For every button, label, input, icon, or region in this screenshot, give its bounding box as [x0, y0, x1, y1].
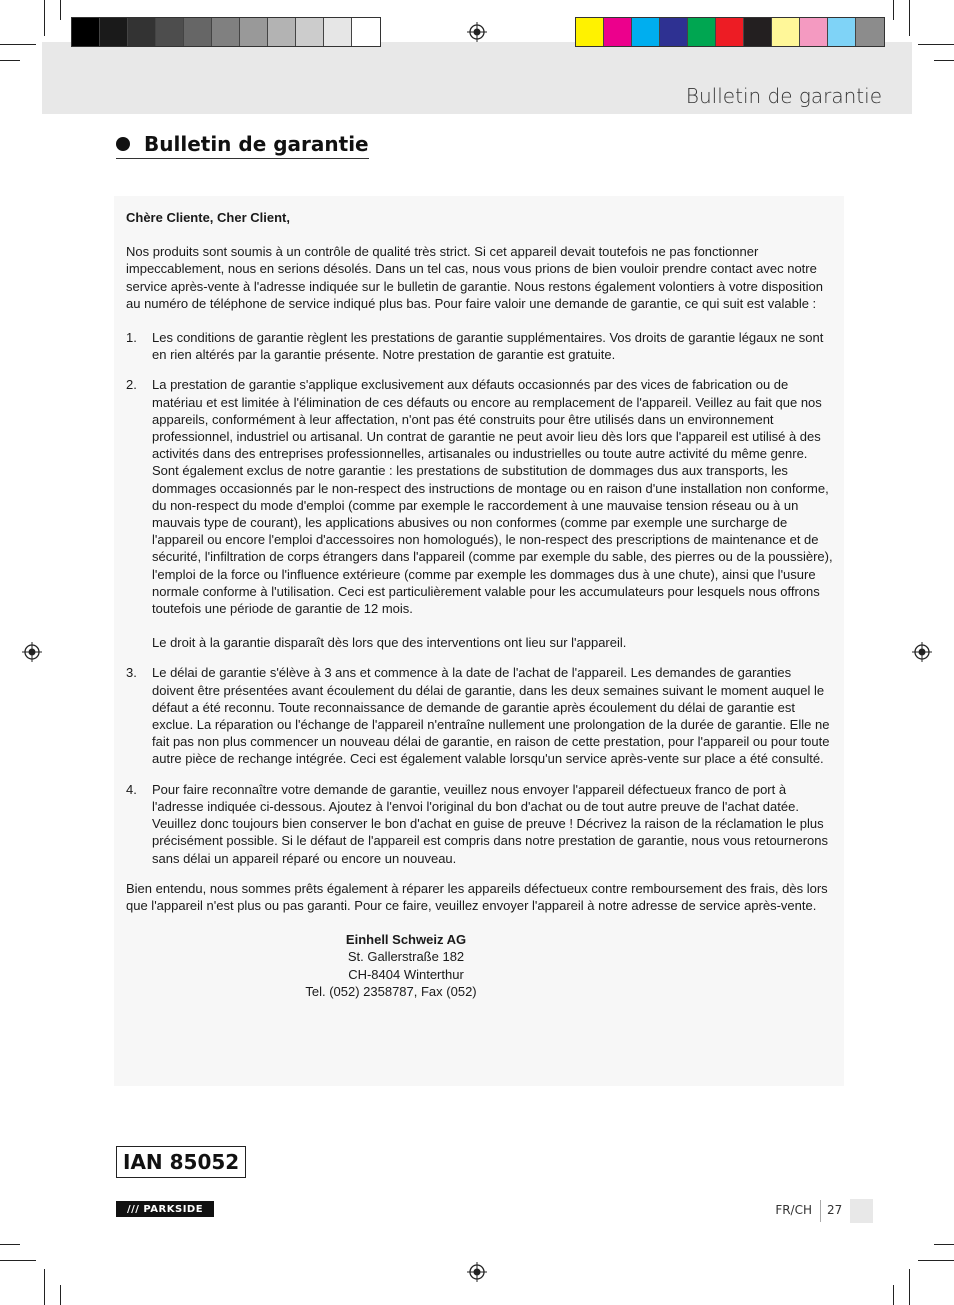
bullet-icon: [116, 137, 130, 151]
color-swatch: [660, 18, 688, 46]
language-code: FR/CH: [775, 1203, 812, 1217]
letter-body: [126, 209, 836, 1000]
registration-mark-icon: [912, 642, 932, 662]
ian-number-box: IAN 85052: [116, 1146, 246, 1178]
footer-divider: [820, 1200, 821, 1222]
crop-mark: [918, 44, 954, 45]
crop-mark: [934, 1244, 954, 1245]
crop-mark: [60, 1285, 61, 1305]
address-phone: Tel. (052) 2358787, Fax (052): [305, 983, 477, 999]
color-swatch: [856, 18, 884, 46]
color-swatch: [324, 18, 352, 46]
color-swatch: [268, 18, 296, 46]
section-title-text: Bulletin de garantie: [144, 132, 369, 156]
color-swatch: [688, 18, 716, 46]
section-title: [116, 132, 369, 159]
crop-mark: [0, 1260, 36, 1261]
crop-mark: [60, 0, 61, 20]
color-swatch: [604, 18, 632, 46]
list-item: [126, 781, 836, 867]
color-swatch: [632, 18, 660, 46]
color-swatch: [352, 18, 380, 46]
crop-mark: [0, 1244, 20, 1245]
crop-mark: [0, 44, 36, 45]
list-item: [126, 664, 836, 767]
color-swatch: [576, 18, 604, 46]
color-swatch: [128, 18, 156, 46]
registration-mark-icon: [22, 642, 42, 662]
address-company: Einhell Schweiz AG: [345, 932, 467, 948]
item-subparagraph: Le droit à la garantie disparaît dès lors que des interventions ont lieu sur l'appareil.: [152, 635, 627, 651]
page-tab: [850, 1199, 873, 1223]
item-text: Pour faire reconnaître votre demande de garantie, veuillez nous envoyer l'appareil défectueux franco de port à l'adresse indiquée ci-dessous. Ajoutez à l'envoi l'original du bon d'achat ou de tout autre preuve de l'achat datée. Veuillez donc toujours bien conserver le bon d'achat en guise de preuve ! Décrivez la raison de la réclamation le plus précisément possible. Si le défaut de l'appareil est compris dans notre prestation de garantie, nous vous retournerons sans délai un appareil réparé ou encore un nouveau.: [152, 781, 828, 866]
item-text: Le délai de garantie s'élève à 3 ans et commence à la date de l'achat de l'appareil. Les demandes de garanties doivent être présentées avant écoulement du délai de garantie, dans les deux semaines suivant le moment auquel le défaut a été reconnu. Toute reconnaissance de demande de garantie après écoulement du délai de garantie est exclue. La réparation ou l'échange de l'appareil n'entraîne nullement une prolongation de la durée de garantie. Elle ne fait pas non plus commencer un nouveau délai de garantie, en raison de cette prestation, pour l'appareil ou pour toute autre pièce de rechange intégrée. Ceci est également valable lorsqu'un service après-vente sur place a été consulté.: [152, 665, 830, 767]
color-swatch: [716, 18, 744, 46]
color-swatch: [744, 18, 772, 46]
item-text: Les conditions de garantie règlent les prestations de garantie supplémentaires. Vos droits de garantie légaux ne sont en rien altérés par la garantie présente. Notre prestation de garantie est gratuite.: [152, 330, 824, 363]
page-number: 27: [827, 1203, 843, 1217]
crop-mark: [893, 0, 894, 20]
crop-mark: [44, 0, 45, 36]
closing-paragraph: Bien entendu, nous sommes prêts également à réparer les appareils défectueux contre remboursement des frais, dès lors que l'appareil n'est plus ou pas garanti. Pour ce faire, veuillez envoyer l'appareil à notre adresse de service après-vente.: [126, 880, 828, 913]
crop-mark: [909, 1269, 910, 1305]
item-number: 3.: [126, 665, 137, 681]
crop-mark: [0, 60, 20, 61]
header-title: Bulletin de garantie: [685, 84, 882, 108]
item-number: 4.: [126, 781, 137, 797]
registration-mark-icon: [467, 22, 487, 42]
color-swatch: [72, 18, 100, 46]
list-item: [126, 329, 836, 363]
list-item: [126, 376, 836, 617]
color-swatch: [212, 18, 240, 46]
crop-mark: [909, 0, 910, 36]
item-number: 2.: [126, 377, 137, 393]
color-swatch: [296, 18, 324, 46]
color-swatch: [156, 18, 184, 46]
item-number: 1.: [126, 330, 137, 346]
item-text: La prestation de garantie s'applique exclusivement aux défauts occasionnés par des vices de fabrication ou de matériau et est limitée à l'élimination de ces défauts ou encore au remplacement de l'appareil. Veillez au fait que nos appareils, conformément à leur affectation, n'ont pas été construits pour être utilisés dans un environnement professionnel, industriel ou artisanal. Un contrat de garantie ne peut avoir lieu dès lors que l'appareil est utilisé à des activités dans des entreprises professionnelles, artisanales ou industrielles ou toute autre activité du même genre. Sont également exclus de notre garantie : les prestations de substitution de dommages dus aux transports, les dommages occasionnés par le non-respect des instructions de montage ou en raison d'une installation non conforme, du non-respect du mode d'emploi (comme par exemple le raccordement à une mauvaise tension réseau ou à un mauvais type de courant), les applications abusives ou non conformes (comme par exemple une surcharge de l'appareil ou encore l'emploi d'accessoires non homologués), le non-respect des prescriptions de maintenance et de sécurité, l'infiltration de corps étrangers dans l'appareil (comme par exemple du sable, des pierres ou de la poussière), l'emploi de la force ou l'influence extérieure (comme par exemple les dommages dus à une chute), ainsi que l'usure normale conforme à l'utilisation. Ceci est particulièrement valable pour les accumulateurs pour lesquels nous offrons toutefois une période de garantie de 12 mois.: [152, 377, 833, 617]
color-swatch: [100, 18, 128, 46]
crop-mark: [934, 60, 954, 61]
crop-mark: [44, 1269, 45, 1305]
address-city: CH-8404 Winterthur: [348, 966, 464, 982]
color-swatch: [184, 18, 212, 46]
salutation: Chère Cliente, Cher Client,: [126, 210, 290, 225]
registration-mark-icon: [467, 1262, 487, 1282]
color-swatch: [772, 18, 800, 46]
gray-scale-bar: [71, 17, 381, 47]
color-calibration-bar: [575, 17, 885, 47]
parkside-logo: /// PARKSIDE: [116, 1201, 214, 1217]
service-address: [126, 931, 546, 1000]
color-swatch: [800, 18, 828, 46]
color-swatch: [828, 18, 856, 46]
crop-mark: [893, 1285, 894, 1305]
color-swatch: [240, 18, 268, 46]
crop-mark: [918, 1260, 954, 1261]
intro-paragraph: Nos produits sont soumis à un contrôle de qualité très strict. Si cet appareil devait toutefois ne pas fonctionner impeccablement, nous en serions désolés. Dans un tel cas, nous vous prions de bien vouloir prendre contact avec notre service après-vente à l'adresse indiquée sur le bulletin de garantie. Nous restons également volontiers à votre disposition au numéro de téléphone de service indiqué plus bas. Pour faire valoir une demande de garantie, ce qui suit est valable :: [126, 244, 823, 311]
address-street: St. Gallerstraße 182: [347, 949, 465, 965]
